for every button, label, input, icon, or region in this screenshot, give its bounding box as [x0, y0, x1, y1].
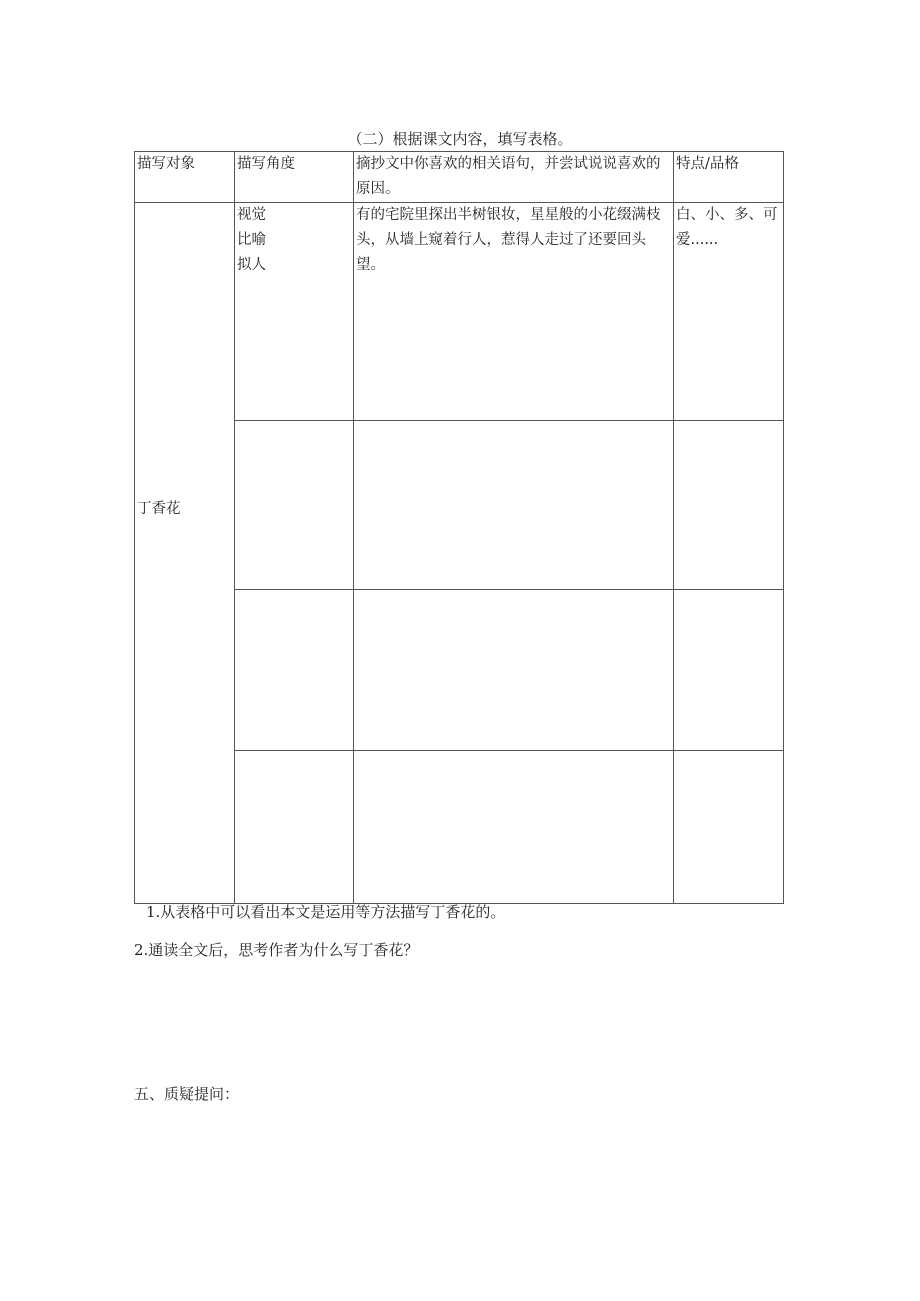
- section-5-heading: 五、质疑提问：: [134, 1085, 240, 1103]
- angle-cell[interactable]: [235, 751, 354, 904]
- traits-cell[interactable]: [674, 421, 784, 590]
- table-row: [135, 203, 784, 421]
- angle-item: 视觉: [237, 207, 266, 223]
- quote-cell[interactable]: 有的宅院里探出半树银妆，星星般的小花缀满枝头，从墙上窥着行人，惹得人走过了还要回头望。: [354, 203, 674, 421]
- subject-cell: 丁香花: [135, 203, 235, 904]
- angle-item: 比喻: [237, 232, 266, 248]
- angle-cell[interactable]: [235, 203, 354, 421]
- table-header-row: [135, 152, 784, 203]
- traits-cell[interactable]: [674, 590, 784, 751]
- quote-cell[interactable]: [354, 590, 674, 751]
- header-subject: 描写对象: [135, 152, 235, 203]
- angle-item: 拟人: [237, 257, 266, 273]
- page-title: （二）根据课文内容，填写表格。: [347, 130, 573, 148]
- header-angle: 描写角度: [235, 152, 354, 203]
- header-quote: 摘抄文中你喜欢的相关语句，并尝试说说喜欢的原因。: [354, 152, 674, 203]
- traits-cell[interactable]: 白、小、多、可爱......: [674, 203, 784, 421]
- angle-cell[interactable]: [235, 421, 354, 590]
- header-traits: 特点/品格: [674, 152, 784, 203]
- quote-cell[interactable]: [354, 751, 674, 904]
- question-1: 1.从表格中可以看出本文是运用等方法描写丁香花的。: [146, 903, 506, 921]
- quote-cell[interactable]: [354, 421, 674, 590]
- question-2: 2.通读全文后，思考作者为什么写丁香花？: [134, 941, 419, 959]
- traits-cell[interactable]: [674, 751, 784, 904]
- worksheet-table: [134, 151, 784, 904]
- angle-cell[interactable]: [235, 590, 354, 751]
